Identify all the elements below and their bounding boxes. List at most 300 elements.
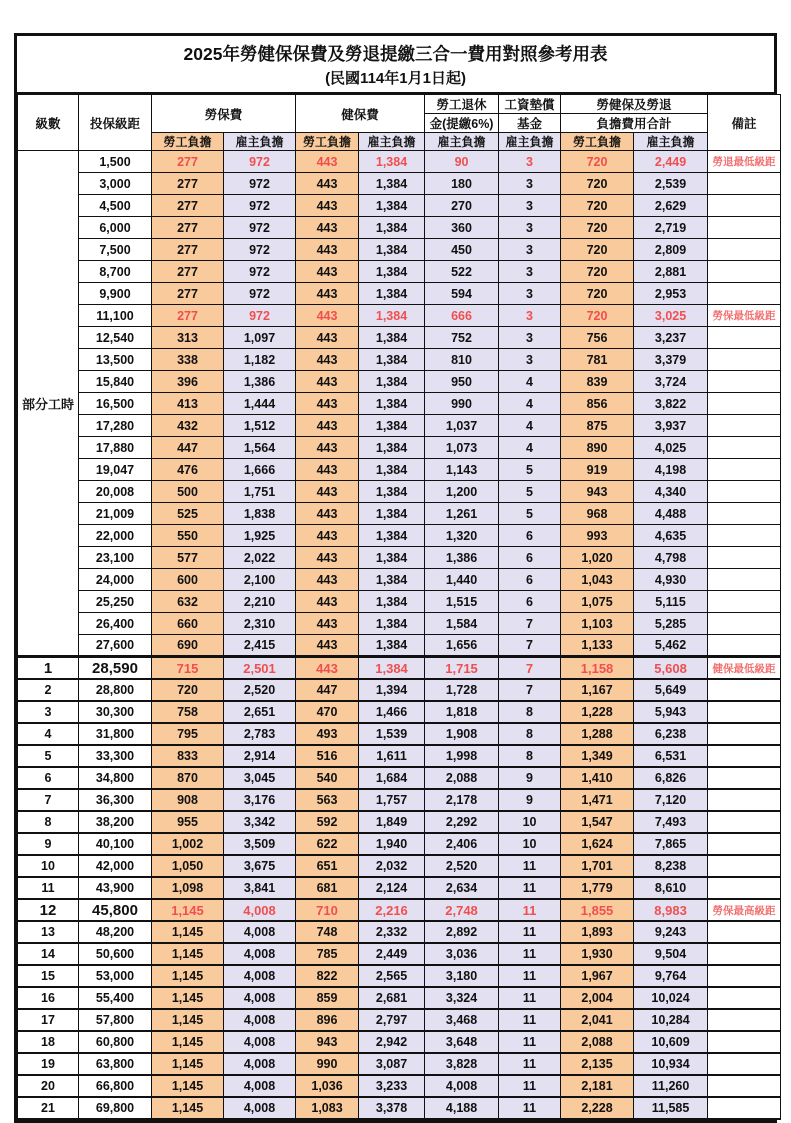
table-row bbox=[18, 525, 781, 547]
value-cell: 758 bbox=[152, 701, 224, 723]
value-cell: 313 bbox=[152, 327, 224, 349]
value-cell: 833 bbox=[152, 745, 224, 767]
value-cell: 1,757 bbox=[359, 789, 425, 811]
bracket-cell: 55,400 bbox=[79, 987, 152, 1009]
value-cell: 432 bbox=[152, 415, 224, 437]
value-cell: 1,384 bbox=[359, 503, 425, 525]
value-cell: 7 bbox=[499, 613, 561, 635]
value-cell: 6 bbox=[499, 569, 561, 591]
value-cell: 5,943 bbox=[634, 701, 708, 723]
remark-cell: 勞退最低級距 bbox=[708, 151, 781, 173]
value-cell: 2,797 bbox=[359, 1009, 425, 1031]
value-cell: 993 bbox=[561, 525, 634, 547]
value-cell: 1,384 bbox=[359, 591, 425, 613]
bracket-cell: 63,800 bbox=[79, 1053, 152, 1075]
value-cell: 11 bbox=[499, 943, 561, 965]
value-cell: 443 bbox=[296, 459, 359, 481]
value-cell: 1,145 bbox=[152, 943, 224, 965]
value-cell: 870 bbox=[152, 767, 224, 789]
value-cell: 1,940 bbox=[359, 833, 425, 855]
bracket-cell: 33,300 bbox=[79, 745, 152, 767]
bracket-cell: 69,800 bbox=[79, 1097, 152, 1119]
value-cell: 1,728 bbox=[425, 679, 499, 701]
table-row bbox=[18, 921, 781, 943]
value-cell: 4,008 bbox=[224, 921, 296, 943]
value-cell: 1,145 bbox=[152, 921, 224, 943]
value-cell: 8,983 bbox=[634, 899, 708, 921]
value-cell: 781 bbox=[561, 349, 634, 371]
table-row bbox=[18, 1075, 781, 1097]
col-header-labor-insurance: 勞保費 bbox=[152, 95, 296, 133]
value-cell: 1,466 bbox=[359, 701, 425, 723]
value-cell: 11,585 bbox=[634, 1097, 708, 1119]
value-cell: 9,764 bbox=[634, 965, 708, 987]
value-cell: 2,022 bbox=[224, 547, 296, 569]
value-cell: 8,238 bbox=[634, 855, 708, 877]
value-cell: 3,036 bbox=[425, 943, 499, 965]
bracket-cell: 12,540 bbox=[79, 327, 152, 349]
value-cell: 5,462 bbox=[634, 635, 708, 657]
value-cell: 2,809 bbox=[634, 239, 708, 261]
remark-cell bbox=[708, 349, 781, 371]
remark-cell bbox=[708, 1097, 781, 1119]
value-cell: 3,087 bbox=[359, 1053, 425, 1075]
subheader-health-employer-share: 雇主負擔 bbox=[359, 133, 425, 151]
table-row bbox=[18, 415, 781, 437]
value-cell: 720 bbox=[561, 239, 634, 261]
value-cell: 972 bbox=[224, 195, 296, 217]
value-cell: 2,310 bbox=[224, 613, 296, 635]
value-cell: 1,098 bbox=[152, 877, 224, 899]
remark-cell: 勞保最高級距 bbox=[708, 899, 781, 921]
value-cell: 443 bbox=[296, 415, 359, 437]
value-cell: 3 bbox=[499, 349, 561, 371]
value-cell: 7,493 bbox=[634, 811, 708, 833]
remark-cell bbox=[708, 613, 781, 635]
value-cell: 2,181 bbox=[561, 1075, 634, 1097]
value-cell: 1,158 bbox=[561, 657, 634, 680]
col-header-wage-fund-line2: 基金 bbox=[499, 114, 561, 133]
value-cell: 1,547 bbox=[561, 811, 634, 833]
table-row bbox=[18, 173, 781, 195]
value-cell: 3,724 bbox=[634, 371, 708, 393]
value-cell: 3,937 bbox=[634, 415, 708, 437]
value-cell: 443 bbox=[296, 305, 359, 327]
table-row bbox=[18, 613, 781, 635]
value-cell: 1,564 bbox=[224, 437, 296, 459]
remark-cell bbox=[708, 635, 781, 657]
value-cell: 1,666 bbox=[224, 459, 296, 481]
value-cell: 443 bbox=[296, 591, 359, 613]
remark-cell bbox=[708, 723, 781, 745]
value-cell: 4,930 bbox=[634, 569, 708, 591]
part-time-group-label: 部分工時 bbox=[18, 151, 79, 657]
bracket-cell: 21,009 bbox=[79, 503, 152, 525]
bracket-cell: 50,600 bbox=[79, 943, 152, 965]
table-row bbox=[18, 1009, 781, 1031]
value-cell: 2,892 bbox=[425, 921, 499, 943]
table-row bbox=[18, 261, 781, 283]
value-cell: 2,565 bbox=[359, 965, 425, 987]
value-cell: 1,145 bbox=[152, 1053, 224, 1075]
value-cell: 1,083 bbox=[296, 1097, 359, 1119]
value-cell: 540 bbox=[296, 767, 359, 789]
table-row bbox=[18, 877, 781, 899]
value-cell: 3 bbox=[499, 173, 561, 195]
table-row bbox=[18, 437, 781, 459]
value-cell: 1,167 bbox=[561, 679, 634, 701]
bracket-cell: 22,000 bbox=[79, 525, 152, 547]
value-cell: 10 bbox=[499, 811, 561, 833]
value-cell: 4,798 bbox=[634, 547, 708, 569]
value-cell: 476 bbox=[152, 459, 224, 481]
remark-cell bbox=[708, 745, 781, 767]
bracket-cell: 3,000 bbox=[79, 173, 152, 195]
value-cell: 720 bbox=[561, 195, 634, 217]
value-cell: 3 bbox=[499, 261, 561, 283]
value-cell: 4,008 bbox=[224, 1009, 296, 1031]
value-cell: 950 bbox=[425, 371, 499, 393]
col-header-total-line1: 勞健保及勞退 bbox=[561, 95, 708, 114]
remark-cell bbox=[708, 393, 781, 415]
bracket-cell: 34,800 bbox=[79, 767, 152, 789]
level-cell: 7 bbox=[18, 789, 79, 811]
bracket-cell: 40,100 bbox=[79, 833, 152, 855]
value-cell: 443 bbox=[296, 173, 359, 195]
value-cell: 972 bbox=[224, 217, 296, 239]
value-cell: 1,440 bbox=[425, 569, 499, 591]
value-cell: 3,233 bbox=[359, 1075, 425, 1097]
remark-cell bbox=[708, 415, 781, 437]
table-row bbox=[18, 745, 781, 767]
table-row bbox=[18, 701, 781, 723]
level-cell: 15 bbox=[18, 965, 79, 987]
value-cell: 443 bbox=[296, 393, 359, 415]
level-cell: 13 bbox=[18, 921, 79, 943]
value-cell: 10,284 bbox=[634, 1009, 708, 1031]
value-cell: 4,008 bbox=[425, 1075, 499, 1097]
value-cell: 1,384 bbox=[359, 217, 425, 239]
bracket-cell: 28,800 bbox=[79, 679, 152, 701]
value-cell: 1,384 bbox=[359, 239, 425, 261]
bracket-cell: 17,280 bbox=[79, 415, 152, 437]
value-cell: 6,238 bbox=[634, 723, 708, 745]
value-cell: 720 bbox=[561, 283, 634, 305]
value-cell: 277 bbox=[152, 261, 224, 283]
value-cell: 1,145 bbox=[152, 987, 224, 1009]
value-cell: 1,384 bbox=[359, 151, 425, 173]
value-cell: 3,648 bbox=[425, 1031, 499, 1053]
value-cell: 968 bbox=[561, 503, 634, 525]
title-block bbox=[17, 36, 774, 94]
value-cell: 1,855 bbox=[561, 899, 634, 921]
value-cell: 11 bbox=[499, 899, 561, 921]
value-cell: 5 bbox=[499, 481, 561, 503]
value-cell: 1,386 bbox=[224, 371, 296, 393]
value-cell: 180 bbox=[425, 173, 499, 195]
value-cell: 1,394 bbox=[359, 679, 425, 701]
value-cell: 5,115 bbox=[634, 591, 708, 613]
table-row bbox=[18, 635, 781, 657]
value-cell: 1,384 bbox=[359, 525, 425, 547]
remark-cell bbox=[708, 437, 781, 459]
value-cell: 1,386 bbox=[425, 547, 499, 569]
value-cell: 1,925 bbox=[224, 525, 296, 547]
table-row bbox=[18, 591, 781, 613]
level-cell: 9 bbox=[18, 833, 79, 855]
value-cell: 1,133 bbox=[561, 635, 634, 657]
value-cell: 3,237 bbox=[634, 327, 708, 349]
bracket-cell: 36,300 bbox=[79, 789, 152, 811]
bracket-cell: 27,600 bbox=[79, 635, 152, 657]
value-cell: 990 bbox=[296, 1053, 359, 1075]
level-cell: 19 bbox=[18, 1053, 79, 1075]
value-cell: 1,384 bbox=[359, 437, 425, 459]
value-cell: 1,384 bbox=[359, 415, 425, 437]
remark-cell bbox=[708, 481, 781, 503]
value-cell: 516 bbox=[296, 745, 359, 767]
value-cell: 1,349 bbox=[561, 745, 634, 767]
remark-cell bbox=[708, 569, 781, 591]
value-cell: 2,881 bbox=[634, 261, 708, 283]
value-cell: 3 bbox=[499, 305, 561, 327]
value-cell: 1,145 bbox=[152, 1009, 224, 1031]
table-row bbox=[18, 547, 781, 569]
value-cell: 666 bbox=[425, 305, 499, 327]
value-cell: 1,228 bbox=[561, 701, 634, 723]
value-cell: 955 bbox=[152, 811, 224, 833]
value-cell: 3,841 bbox=[224, 877, 296, 899]
bracket-cell: 6,000 bbox=[79, 217, 152, 239]
value-cell: 3,828 bbox=[425, 1053, 499, 1075]
value-cell: 2,942 bbox=[359, 1031, 425, 1053]
remark-cell bbox=[708, 833, 781, 855]
value-cell: 1,849 bbox=[359, 811, 425, 833]
value-cell: 1,320 bbox=[425, 525, 499, 547]
bracket-cell: 9,900 bbox=[79, 283, 152, 305]
value-cell: 972 bbox=[224, 239, 296, 261]
value-cell: 450 bbox=[425, 239, 499, 261]
table-row bbox=[18, 943, 781, 965]
value-cell: 1,043 bbox=[561, 569, 634, 591]
value-cell: 720 bbox=[561, 217, 634, 239]
value-cell: 1,037 bbox=[425, 415, 499, 437]
bracket-cell: 19,047 bbox=[79, 459, 152, 481]
value-cell: 525 bbox=[152, 503, 224, 525]
value-cell: 2,210 bbox=[224, 591, 296, 613]
value-cell: 1,471 bbox=[561, 789, 634, 811]
value-cell: 2,449 bbox=[359, 943, 425, 965]
value-cell: 1,097 bbox=[224, 327, 296, 349]
value-cell: 4,008 bbox=[224, 1075, 296, 1097]
value-cell: 622 bbox=[296, 833, 359, 855]
value-cell: 2,332 bbox=[359, 921, 425, 943]
value-cell: 1,384 bbox=[359, 349, 425, 371]
table-row bbox=[18, 481, 781, 503]
value-cell: 10 bbox=[499, 833, 561, 855]
table-row bbox=[18, 833, 781, 855]
value-cell: 3,509 bbox=[224, 833, 296, 855]
value-cell: 500 bbox=[152, 481, 224, 503]
value-cell: 11 bbox=[499, 921, 561, 943]
page-title: 2025年勞健保保費及勞退提繳三合一費用對照參考用表 bbox=[183, 44, 608, 64]
subheader-pension-employer-share: 雇主負擔 bbox=[425, 133, 499, 151]
value-cell: 7,865 bbox=[634, 833, 708, 855]
value-cell: 1,261 bbox=[425, 503, 499, 525]
value-cell: 4,008 bbox=[224, 987, 296, 1009]
col-header-pension-line1: 勞工退休 bbox=[425, 95, 499, 114]
bracket-cell: 30,300 bbox=[79, 701, 152, 723]
value-cell: 277 bbox=[152, 151, 224, 173]
bracket-cell: 66,800 bbox=[79, 1075, 152, 1097]
value-cell: 2,629 bbox=[634, 195, 708, 217]
value-cell: 720 bbox=[561, 151, 634, 173]
table-row bbox=[18, 349, 781, 371]
level-cell: 18 bbox=[18, 1031, 79, 1053]
value-cell: 1,384 bbox=[359, 635, 425, 657]
value-cell: 1,384 bbox=[359, 569, 425, 591]
value-cell: 972 bbox=[224, 283, 296, 305]
value-cell: 11 bbox=[499, 855, 561, 877]
value-cell: 11 bbox=[499, 1009, 561, 1031]
level-cell: 2 bbox=[18, 679, 79, 701]
table-row bbox=[18, 283, 781, 305]
value-cell: 443 bbox=[296, 151, 359, 173]
value-cell: 443 bbox=[296, 635, 359, 657]
remark-cell bbox=[708, 371, 781, 393]
value-cell: 2,520 bbox=[425, 855, 499, 877]
remark-cell bbox=[708, 811, 781, 833]
col-header-health-insurance: 健保費 bbox=[296, 95, 425, 133]
value-cell: 2,651 bbox=[224, 701, 296, 723]
value-cell: 1,182 bbox=[224, 349, 296, 371]
bracket-cell: 53,000 bbox=[79, 965, 152, 987]
value-cell: 715 bbox=[152, 657, 224, 680]
value-cell: 443 bbox=[296, 195, 359, 217]
value-cell: 443 bbox=[296, 481, 359, 503]
value-cell: 7 bbox=[499, 657, 561, 680]
value-cell: 11 bbox=[499, 1075, 561, 1097]
value-cell: 360 bbox=[425, 217, 499, 239]
col-header-remark: 備註 bbox=[708, 95, 781, 151]
value-cell: 720 bbox=[561, 305, 634, 327]
value-cell: 5 bbox=[499, 459, 561, 481]
level-cell: 12 bbox=[18, 899, 79, 921]
value-cell: 2,520 bbox=[224, 679, 296, 701]
level-cell: 6 bbox=[18, 767, 79, 789]
value-cell: 2,783 bbox=[224, 723, 296, 745]
bracket-cell: 17,880 bbox=[79, 437, 152, 459]
value-cell: 9 bbox=[499, 789, 561, 811]
value-cell: 1,893 bbox=[561, 921, 634, 943]
level-cell: 8 bbox=[18, 811, 79, 833]
value-cell: 3 bbox=[499, 283, 561, 305]
value-cell: 972 bbox=[224, 151, 296, 173]
value-cell: 785 bbox=[296, 943, 359, 965]
value-cell: 1,384 bbox=[359, 371, 425, 393]
value-cell: 2,914 bbox=[224, 745, 296, 767]
value-cell: 1,539 bbox=[359, 723, 425, 745]
remark-cell bbox=[708, 701, 781, 723]
value-cell: 4,025 bbox=[634, 437, 708, 459]
value-cell: 1,384 bbox=[359, 459, 425, 481]
value-cell: 1,002 bbox=[152, 833, 224, 855]
value-cell: 4,008 bbox=[224, 1031, 296, 1053]
value-cell: 1,384 bbox=[359, 305, 425, 327]
value-cell: 11 bbox=[499, 987, 561, 1009]
remark-cell bbox=[708, 327, 781, 349]
value-cell: 277 bbox=[152, 239, 224, 261]
remark-cell bbox=[708, 789, 781, 811]
value-cell: 1,145 bbox=[152, 1031, 224, 1053]
value-cell: 90 bbox=[425, 151, 499, 173]
value-cell: 896 bbox=[296, 1009, 359, 1031]
bracket-cell: 25,250 bbox=[79, 591, 152, 613]
bracket-cell: 48,200 bbox=[79, 921, 152, 943]
value-cell: 2,681 bbox=[359, 987, 425, 1009]
level-cell: 14 bbox=[18, 943, 79, 965]
value-cell: 4,008 bbox=[224, 965, 296, 987]
value-cell: 3 bbox=[499, 195, 561, 217]
value-cell: 277 bbox=[152, 173, 224, 195]
subheader-health-employee-share: 勞工負擔 bbox=[296, 133, 359, 151]
value-cell: 2,406 bbox=[425, 833, 499, 855]
value-cell: 8 bbox=[499, 723, 561, 745]
value-cell: 522 bbox=[425, 261, 499, 283]
value-cell: 443 bbox=[296, 613, 359, 635]
value-cell: 10,024 bbox=[634, 987, 708, 1009]
table-row bbox=[18, 503, 781, 525]
value-cell: 795 bbox=[152, 723, 224, 745]
value-cell: 443 bbox=[296, 525, 359, 547]
value-cell: 1,145 bbox=[152, 1097, 224, 1119]
remark-cell bbox=[708, 1053, 781, 1075]
value-cell: 1,701 bbox=[561, 855, 634, 877]
bracket-cell: 15,840 bbox=[79, 371, 152, 393]
value-cell: 720 bbox=[561, 261, 634, 283]
table-row bbox=[18, 151, 781, 173]
remark-cell bbox=[708, 855, 781, 877]
value-cell: 11 bbox=[499, 1097, 561, 1119]
value-cell: 10,609 bbox=[634, 1031, 708, 1053]
value-cell: 1,656 bbox=[425, 635, 499, 657]
table-row bbox=[18, 217, 781, 239]
value-cell: 443 bbox=[296, 569, 359, 591]
value-cell: 3 bbox=[499, 151, 561, 173]
value-cell: 4,008 bbox=[224, 1097, 296, 1119]
level-cell: 10 bbox=[18, 855, 79, 877]
remark-cell bbox=[708, 1075, 781, 1097]
bracket-cell: 23,100 bbox=[79, 547, 152, 569]
remark-cell bbox=[708, 283, 781, 305]
value-cell: 11 bbox=[499, 877, 561, 899]
value-cell: 1,145 bbox=[152, 965, 224, 987]
value-cell: 1,036 bbox=[296, 1075, 359, 1097]
value-cell: 4 bbox=[499, 393, 561, 415]
value-cell: 1,384 bbox=[359, 547, 425, 569]
reference-table-sheet bbox=[14, 33, 777, 1123]
remark-cell bbox=[708, 943, 781, 965]
remark-cell bbox=[708, 921, 781, 943]
bracket-cell: 31,800 bbox=[79, 723, 152, 745]
level-cell: 5 bbox=[18, 745, 79, 767]
value-cell: 1,751 bbox=[224, 481, 296, 503]
remark-cell bbox=[708, 679, 781, 701]
value-cell: 943 bbox=[561, 481, 634, 503]
remark-cell bbox=[708, 767, 781, 789]
value-cell: 1,930 bbox=[561, 943, 634, 965]
value-cell: 908 bbox=[152, 789, 224, 811]
